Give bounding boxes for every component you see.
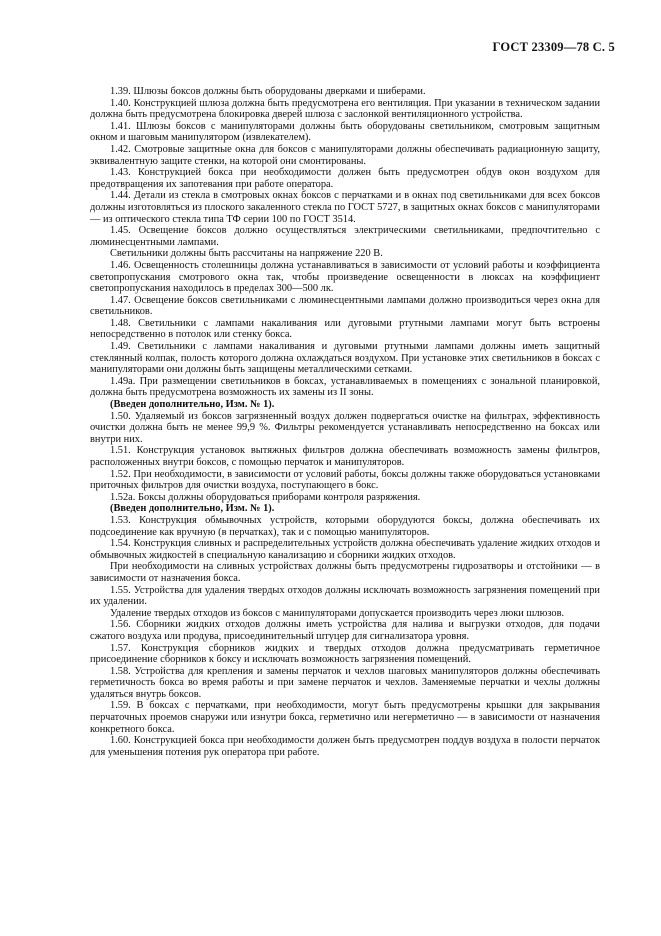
paragraph: 1.47. Освещение боксов светильниками с люминесцентными лампами должно производиться через окна для светильников.	[90, 294, 600, 318]
paragraph: 1.41. Шлюзы боксов с манипуляторами должны быть оборудованы светильником, смотровым защитным окном и шаговым манипулятором (извлекателем).	[90, 120, 600, 144]
paragraph: При необходимости на сливных устройствах должны быть предусмотрены гидрозатворы и отстойники — в зависимости от назначения бокса.	[90, 561, 600, 584]
amendment-note: (Введен дополнительно, Изм. № 1).	[110, 503, 275, 515]
paragraph: 1.56. Сборники жидких отходов должны иметь устройства для налива и выгрузки отходов, для подачи сжатого воздуха или продува, присоединительный штуцер для сигнализатора уровня.	[90, 619, 600, 642]
paragraph: 1.58. Устройства для крепления и замены перчаток и чехлов шаговых манипуляторов должны обеспечивать герметичность бокса во время работы и при замене перчаток и чехлов. Заменяемые перчатки и чехлы должны удаляться внутрь боксов.	[90, 665, 600, 700]
paragraph: 1.40. Конструкцией шлюза должна быть предусмотрена его вентиляция. При указании в техническом задании должна быть предусмотрена блокировка дверей шлюза с заслонкой вентиляционного устройства.	[90, 97, 600, 121]
paragraph: 1.52а. Боксы должны оборудоваться приборами контроля разряжения.	[110, 491, 421, 503]
paragraph: Светильники должны быть рассчитаны на напряжение 220 В.	[110, 248, 383, 260]
paragraph: 1.46. Освещенность столешницы должна устанавливаться в зависимости от условий работы и коэффициента светопропускания смотрового окна так, чтобы произведение освещенности в люксах на коэффициент светопропускания находилось в пределах 300—500 лк.	[90, 259, 600, 295]
paragraph: 1.49. Светильники с лампами накаливания и дуговыми ртутными лампами должны иметь защитный стеклянный колпак, полость которого должна охлаждаться воздухом. При установке этих светильников в боксах с манипуляторами они должны быть защищены металлическими сетками.	[90, 341, 600, 376]
amendment-note: (Введен дополнительно, Изм. № 1).	[110, 399, 275, 411]
paragraph: 1.44. Детали из стекла в смотровых окнах боксов с перчатками и в окнах под светильниками для всех боксов должны изготовляться из плоского закаленного стекла по ГОСТ 5727, в защитных окнах боксов с манипуляторами — из оптического стекла типа ТФ серии 100 по ГОСТ 3514.	[90, 190, 600, 225]
paragraph: 1.48. Светильники с лампами накаливания или дуговыми ртутными лампами могут быть встроены непосредственно в потолок или стенку бокса.	[90, 317, 600, 341]
paragraph: 1.53. Конструкция обмывочных устройств, которыми оборудуются боксы, должна обеспечивать их подсоединение как вручную (в перчатках), так и с помощью манипуляторов.	[90, 514, 600, 538]
paragraph: 1.42. Смотровые защитные окна для боксов с манипуляторами должны обеспечивать радиационную защиту, эквивалентную защите стенки, на которой они смонтированы.	[90, 143, 600, 167]
paragraph: 1.43. Конструкцией бокса при необходимости должен быть предусмотрен обдув окон воздухом для предотвращения их запотевания при работе оператора.	[90, 167, 600, 190]
paragraph: 1.50. Удаляемый из боксов загрязненный воздух должен подвергаться очистке на фильтрах, эффективность очистки должна быть не менее 99,9 %. Фильтры рекомендуется устанавливать непосредственно на боксах или внутри них.	[90, 410, 600, 445]
page-header: ГОСТ 23309—78 С. 5	[492, 40, 615, 54]
paragraph: 1.59. В боксах с перчатками, при необходимости, могут быть предусмотрены крышки для закрывания перчаточных проемов снаружи или изнутри бокса, герметично или негерметично — в зависимости от назначения конкретного бокса.	[90, 700, 600, 735]
paragraph: 1.49а. При размещении светильников в боксах, устанавливаемых в помещениях с зональной планировкой, должна быть предусмотрена возможность их замены из II зоны.	[90, 375, 600, 399]
paragraph: 1.57. Конструкция сборников жидких и твердых отходов должна предусматривать герметичное присоединение сборников к боксу и исключать возможность загрязнения помещений.	[90, 642, 600, 666]
paragraph: 1.60. Конструкцией бокса при необходимости должен быть предусмотрен поддув воздуха в полости перчаток для уменьшения потения рук оператора при работе.	[90, 735, 600, 758]
paragraph: 1.45. Освещение боксов должно осуществляться электрическими светильниками, предпочтительно с люминесцентными лампами.	[90, 225, 600, 248]
paragraph: 1.52. При необходимости, в зависимости от условий работы, боксы должны также оборудоваться установками приточных фильтров для очистки воздуха, поступающего в бокс.	[90, 468, 600, 492]
paragraph: 1.39. Шлюзы боксов должны быть оборудованы дверками и шиберами.	[110, 86, 426, 97]
paragraph: Удаление твердых отходов из боксов с манипуляторами допускается производить через люки шлюзов.	[110, 607, 565, 619]
paragraph: 1.55. Устройства для удаления твердых отходов должны исключать возможность загрязнения помещений при их удалении.	[90, 584, 600, 608]
paragraph: 1.51. Конструкция установок вытяжных фильтров должна обеспечивать возможность замены фильтров, расположенных внутри боксов, с помощью перчаток и манипуляторов.	[90, 445, 600, 468]
document-body	[90, 86, 600, 758]
paragraph: 1.54. Конструкция сливных и распределительных устройств должна обеспечивать удаление жидких отходов и обмывочных жидкостей в специальную канализацию и сборники жидких отходов.	[90, 538, 600, 561]
